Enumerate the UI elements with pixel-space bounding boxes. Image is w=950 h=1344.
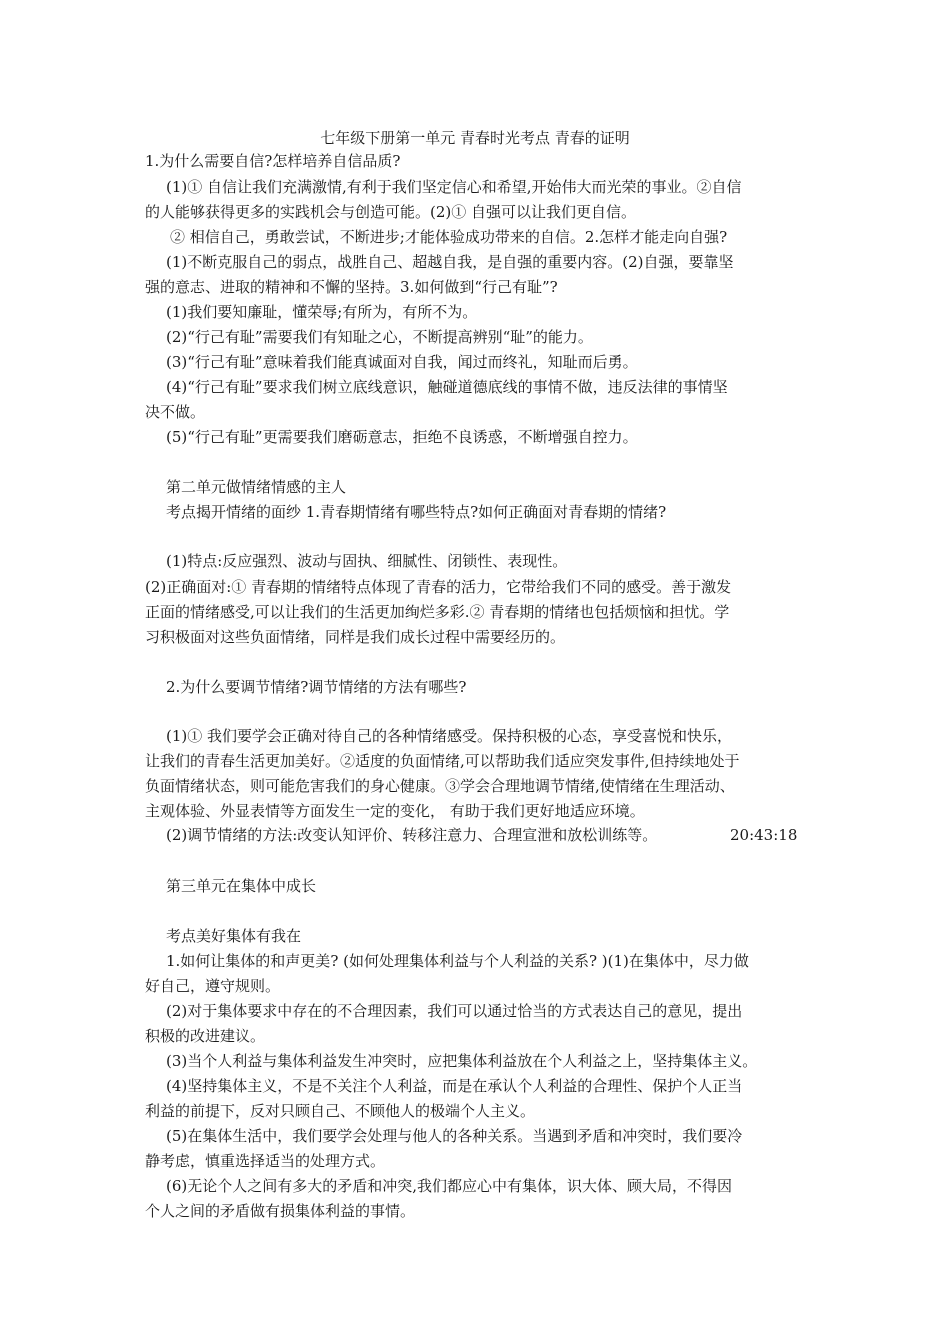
paragraph-line: 1.如何让集体的和声更美? (如何处理集体利益与个人利益的关系? )(1)在集体中，尽力做 (166, 952, 749, 970)
paragraph-line: (2)调节情绪的方法:改变认知评价、转移注意力、合理宣泄和放松训练等。 (166, 826, 658, 844)
question-heading: 2.为什么要调节情绪?调节情绪的方法有哪些? (166, 678, 467, 696)
paragraph-line: (1)我们要知廉耻，懂荣辱;有所为，有所不为。 (166, 303, 478, 321)
paragraph-line: 强的意志、进取的精神和不懈的坚持。3.如何做到“行己有耻”? (145, 278, 558, 296)
paragraph-line: (2)对于集体要求中存在的不合理因素，我们可以通过恰当的方式表达自己的意见，提出 (166, 1002, 743, 1020)
paragraph-line: (1)① 我们要学会正确对待自己的各种情绪感受。保持积极的心态，享受喜悦和快乐， (166, 727, 733, 745)
paragraph-line: (6)无论个人之间有多大的矛盾和冲突,我们都应心中有集体，识大体、顾大局，不得因 (166, 1177, 733, 1195)
paragraph-line: 好自己，遵守规则。 (145, 977, 281, 995)
paragraph-line: 个人之间的矛盾做有损集体利益的事情。 (145, 1202, 416, 1220)
paragraph-line: (3)当个人利益与集体利益发生冲突时，应把集体利益放在个人利益之上，坚持集体主义。 (166, 1052, 758, 1070)
section-heading-unit-2: 第二单元做情绪情感的主人 (166, 478, 347, 496)
paragraph-line: (2)正确面对:① 青春期的情绪特点体现了青春的活力，它带给我们不同的感受。善于激发 (145, 578, 732, 596)
paragraph-line: 考点揭开情绪的面纱 1.青春期情绪有哪些特点?如何正确面对青春期的情绪? (166, 503, 667, 521)
paragraph-line: (4)坚持集体主义，不是不关注个人利益，而是在承认个人利益的合理性、保护个人正当 (166, 1077, 743, 1095)
paragraph-line: (1)不断克服自己的弱点，战胜自己、超越自我，是自强的重要内容。(2)自强，要靠坚 (166, 253, 734, 271)
paragraph-line: (5)“行己有耻”更需要我们磨砺意志，拒绝不良诱惑，不断增强自控力。 (166, 428, 638, 446)
paragraph-line: 正面的情绪感受,可以让我们的生活更加绚烂多彩.② 青春期的情绪也包括烦恼和担忧。学 (145, 603, 730, 621)
paragraph-line: (2)“行己有耻”需要我们有知耻之心，不断提高辨别“耻”的能力。 (166, 328, 593, 346)
paragraph-line: (3)“行己有耻”意味着我们能真诚面对自我，闻过而终礼，知耻而后勇。 (166, 353, 638, 371)
paragraph-line: (1)特点:反应强烈、波动与固执、细腻性、闭锁性、表现性。 (166, 552, 568, 570)
paragraph-line: 负面情绪状态，则可能危害我们的身心健康。③学会合理地调节情绪,使情绪在生理活动、 (145, 777, 735, 795)
paragraph-line: (1)① 自信让我们充满激情,有利于我们坚定信心和希望,开始伟大而光荣的事业。②自信 (166, 178, 742, 196)
paragraph-line: 积极的改进建议。 (145, 1027, 266, 1045)
section-heading-unit-3: 第三单元在集体中成长 (166, 877, 317, 895)
paragraph-line: 利益的前提下，反对只顾自己、不顾他人的极端个人主义。 (145, 1102, 536, 1120)
paragraph-line: ② 相信自己，勇敢尝试，不断进步;才能体验成功带来的自信。2.怎样才能走向自强? (170, 228, 728, 246)
paragraph-line: 考点美好集体有我在 (166, 927, 302, 945)
question-1: 1.为什么需要自信?怎样培养自信品质? (145, 152, 401, 170)
paragraph-line: 的人能够获得更多的实践机会与创造可能。(2)① 自强可以让我们更自信。 (145, 203, 637, 221)
paragraph-line: 让我们的青春生活更加美好。②适度的负面情绪,可以帮助我们适应突发事件,但持续地处于 (145, 752, 740, 770)
paragraph-line: 静考虑，慎重选择适当的处理方式。 (145, 1152, 386, 1170)
paragraph-line: (5)在集体生活中，我们要学会处理与他人的各种关系。当遇到矛盾和冲突时，我们要冷 (166, 1127, 743, 1145)
timestamp: 20:43:18 (730, 826, 798, 844)
paragraph-line: 决不做。 (145, 403, 206, 421)
paragraph-line: (4)“行己有耻”要求我们树立底线意识，触碰道德底线的事情不做，违反法律的事情坚 (166, 378, 728, 396)
paragraph-line: 主观体验、外显表情等方面发生一定的变化， 有助于我们更好地适应环境。 (145, 802, 645, 820)
document-title: 七年级下册第一单元 青春时光考点 青春的证明 (320, 129, 630, 147)
paragraph-line: 习积极面对这些负面情绪，同样是我们成长过程中需要经历的。 (145, 628, 566, 646)
